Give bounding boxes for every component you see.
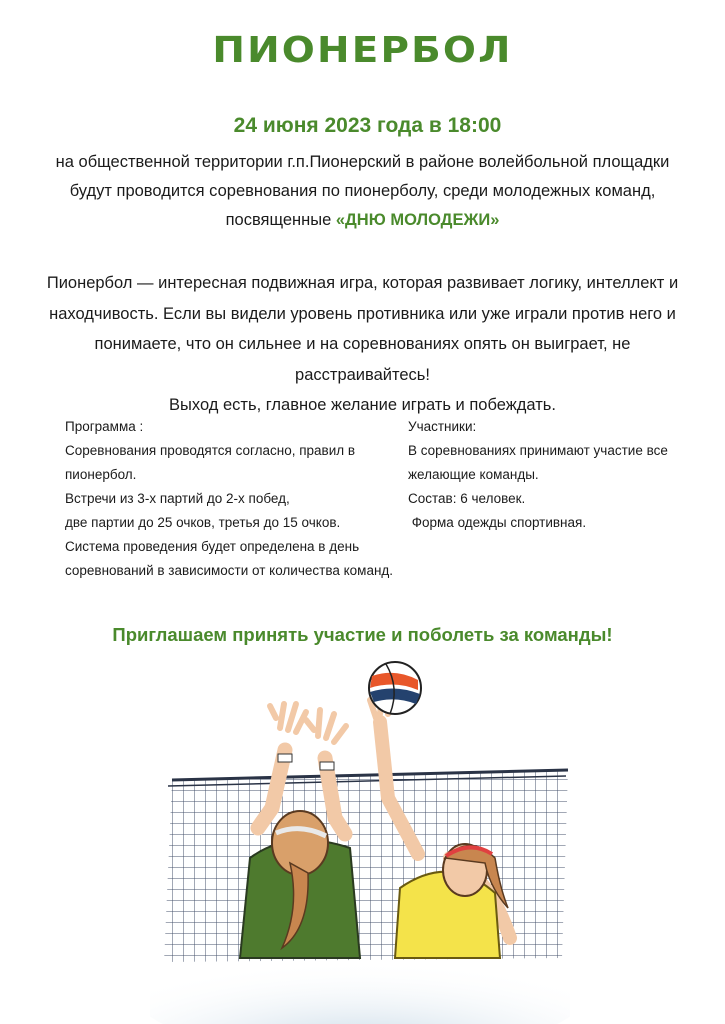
intro-line: будут проводится соревнования по пионерболу, среди молодежных команд, [69,182,656,200]
event-date: 24 июня 2023 года в 18:00 [233,114,502,137]
program-section [65,415,395,583]
program-line: две партии до 25 очков, третья до 15 очков. [65,515,341,530]
volleyball-players-illustration [150,658,570,1024]
description-line: понимаете, что он сильнее и на соревнованиях опять он выиграет, не расстраивайтесь! [94,335,631,384]
intro-line-prefix: посвященные [225,211,336,229]
wristband-icon [278,754,292,762]
participants-line: В соревнованиях принимают участие все [408,443,668,458]
description-line: Выход есть, главное желание играть и побеждать. [169,396,556,414]
volleyball-icon [369,662,421,714]
participants-line: Форма одежды спортивная. [408,515,587,530]
intro-line [40,206,685,235]
intro-line: на общественной территории г.п.Пионерский в районе волейбольной площадки [55,153,670,171]
participants-line: желающие команды. [408,467,539,482]
wristband-icon [320,762,334,770]
player-left [240,704,360,958]
invitation-text: Приглашаем принять участие и поболеть за команды! [112,624,613,645]
program-line: соревнований в зависимости от количества команд. [65,563,394,578]
program-line: пионербол. [65,467,137,482]
description-line: Пионербол — интересная подвижная игра, которая развивает логику, интеллект и [46,274,679,292]
event-intro [40,148,685,235]
program-line: Встречи из 3-х партий до 2-х побед, [65,491,290,506]
participants-heading: Участники: [408,419,477,434]
youth-day-highlight: «ДНЮ МОЛОДЕЖИ» [335,211,500,229]
program-heading: Программа : [65,419,144,434]
program-line: Соревнования проводятся согласно, правил в [65,443,356,458]
participants-section [408,415,688,535]
description-line: находчивость. Если вы видели уровень противника или уже играли против него и [49,304,676,323]
game-description [30,268,695,421]
participants-line: Состав: 6 человек. [408,491,526,506]
poster-title: ПИОНЕРБОЛ [212,30,513,71]
program-line: Система проведения будет определена в день [65,539,360,554]
